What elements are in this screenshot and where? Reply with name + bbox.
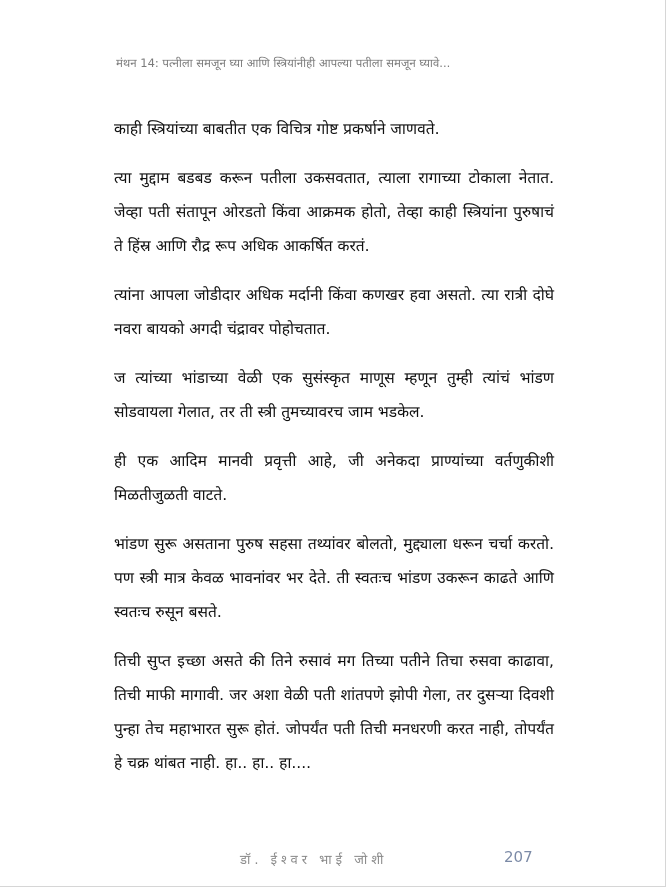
paragraph-4: ज त्यांच्या भांडाच्या वेळी एक सुसंस्कृत माणूस म्हणून तुम्ही त्यांचं भांडण सोडवायला गेलात, तर ती स्त्री तुमच्यावरच जाम भडकेल. [114,369,554,421]
paragraph-7: तिची सुप्त इच्छा असते की तिने रुसावं मग तिच्या पतीने तिचा रुसवा काढावा, तिची माफी मागावी. जर अशा वेळी पती शांतपणे झोपी गेला, तर दुसऱ्या दिवशी पुन्हा तेच महाभारत सुरू होतं. जोपर्यंत पती तिची मनधरणी करत नाही, तोपर्यंत हे चक्र थांबत नाही. हा.. हा.. हा.... [114,652,554,772]
author-name: डॉ. ईश्वर भाई जोशी [240,853,388,868]
paragraph-2: त्या मुद्दाम बडबड करून पतीला उकसवतात, त्याला रागाच्या टोकाला नेतात. जेव्हा पती संतापून ओरडतो किंवा आक्रमक होतो, तेव्हा काही स्त्रियांना पुरुषाचं ते हिंस्र आणि रौद्र रूप अधिक आकर्षित करतं. [114,169,554,255]
paragraph-5: ही एक आदिम मानवी प्रवृत्ती आहे, जी अनेकदा प्राण्यांच्या वर्तणुकीशी मिळतीजुळती वाटते. [114,452,554,504]
paragraph-1: काही स्त्रियांच्या बाबतीत एक विचित्र गोष्ट प्रकर्षाने जाणवते. [114,120,440,138]
paragraph-3: त्यांना आपला जोडीदार अधिक मर्दानी किंवा कणखर हवा असतो. त्या रात्री दोघे नवरा बायको अगदी चंद्रावर पोहोचतात. [114,286,554,338]
body-text [114,112,554,795]
paragraph-6: भांडण सुरू असताना पुरुष सहसा तथ्यांवर बोलतो, मुद्द्याला धरून चर्चा करतो. पण स्त्री मात्र केवळ भावनांवर भर देते. ती स्वतःच भांडण उकरून काढते आणि स्वतःच रुसून बसते. [114,535,554,621]
page-number: 207 [504,848,533,866]
page-footer [0,850,667,870]
running-header: मंथन 14: पत्नीला समजून घ्या आणि स्त्रियांनीही आपल्या पतीला समजून घ्यावे... [116,56,451,70]
